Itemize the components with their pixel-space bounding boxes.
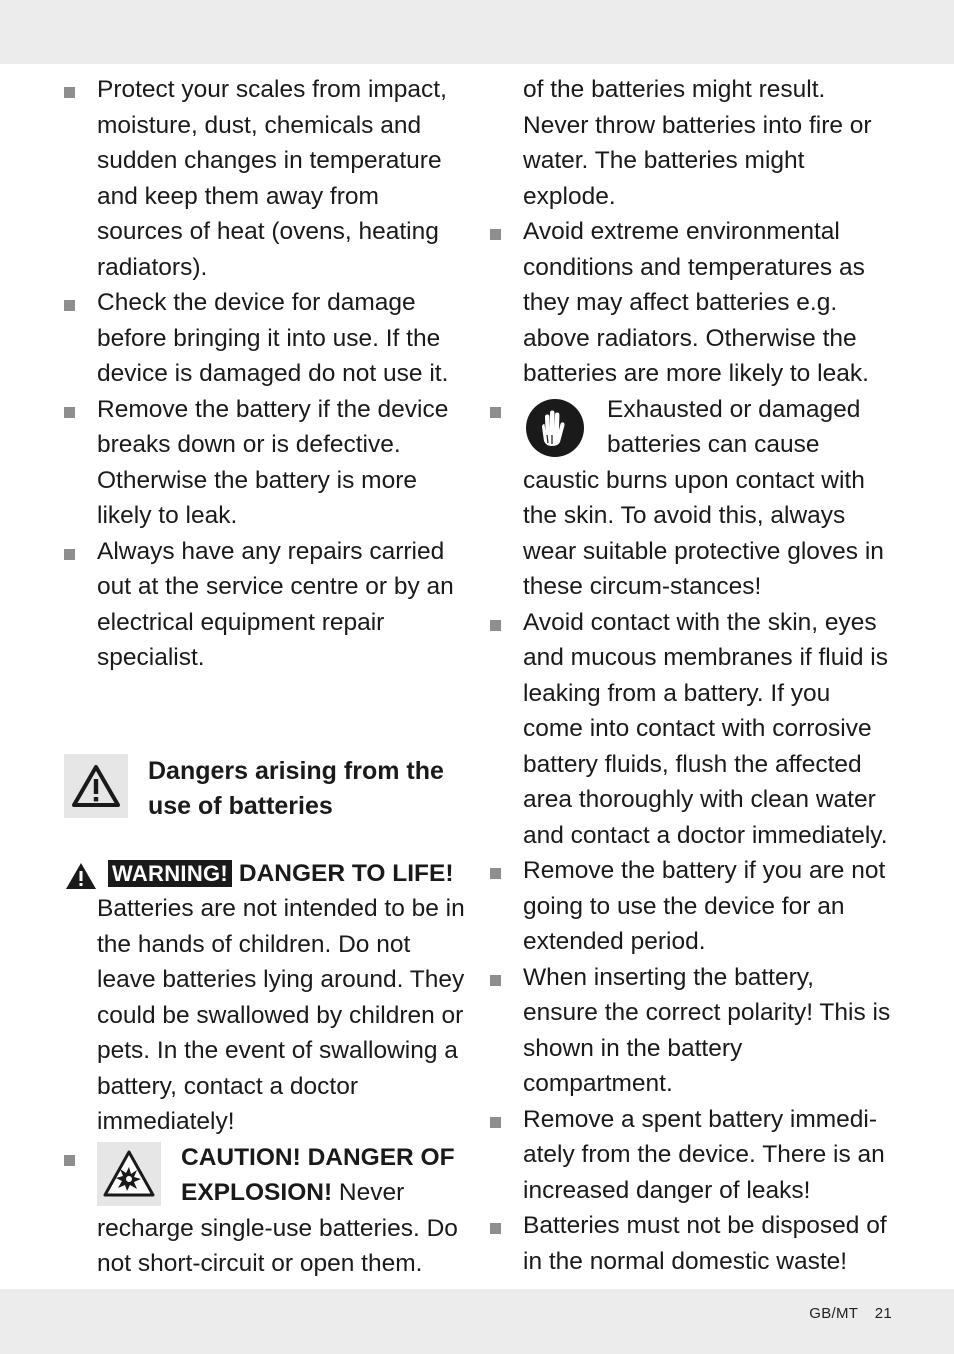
list-item-text: Exhausted or damaged batteries can cause caustic burns upon contact with the skin. To avoid this, always wear suitable protective gloves in these circum-stances! [523,395,884,600]
bullet-square-icon [64,549,75,560]
list-item [523,605,895,854]
list-item-text: Batteries must not be disposed of in the normal domestic waste! [523,1212,887,1275]
list-item-text: Avoid extreme environmental conditions and temperatures as they may affect batteries e.g. above radiators. Otherwise the batteries are more likely to leak. [523,218,869,387]
list-item-text: Protect your scales from impact, moisture, dust, chemicals and sudden changes in temperature and keep them away from sources of heat (ovens, heating radiators). [97,76,447,281]
continuation-text: of the batteries might result. Never throw batteries into fire or water. The batteries might explode. [523,76,872,210]
list-item [97,72,469,285]
list-item-text: Remove a spent battery immedi-ately from the device. There is an increased danger of leaks! [523,1105,885,1204]
top-band [0,0,954,64]
list-item-text: When inserting the battery, ensure the correct polarity! This is shown in the battery compartment. [523,963,891,1097]
left-column [97,72,469,1317]
bullet-square-icon [490,868,501,879]
bullet-square-icon [490,620,501,631]
explosion-icon [97,1142,161,1206]
bullet-square-icon [490,1223,501,1234]
list-item [523,960,895,1102]
list-item-text: Check the device for damage before bringing it into use. If the device is damaged do not use it. [97,289,449,387]
footer-region: GB/MT [809,1305,859,1322]
caution-text: Never recharge single-use batteries. Do not short-circuit or open them. [97,1179,458,1277]
list-item [523,1102,895,1209]
list-item-text: Remove the battery if the device breaks down or is defective. Otherwise the battery is more likely to leak. [97,395,449,529]
list-item-text: Always have any repairs carried out at the service centre or by an electrical equipment repair specialist. [97,537,454,671]
warning-triangle-icon [65,862,97,901]
bullet-square-icon [64,300,75,311]
caution-title: CAUTION! DANGER OF EXPLOSION! [181,1143,455,1206]
bullet-square-icon [64,407,75,418]
list-item [97,392,469,534]
list-item [97,534,469,676]
page-footer [797,1305,892,1322]
bullet-square-icon [490,1117,501,1128]
list-item-text: Remove the battery if you are not going to use the device for an extended period. [523,857,886,955]
list-item [523,853,895,960]
list-item [523,214,895,392]
right-column [523,72,895,1279]
bullet-square-icon [490,229,501,240]
warning-triangle-icon [64,754,128,818]
section-heading: Dangers arising from the use of batteries [148,756,444,820]
list-item [523,392,895,605]
warning-text: Batteries are not intended to be in the hands of children. Do not leave batteries lying around. They could be swallowed by children or pets. In the event of swallowing a battery, contact a doctor immediately! [97,895,465,1135]
bullet-square-icon [64,87,75,98]
bullet-square-icon [490,407,501,418]
bullet-square-icon [490,975,501,986]
list-item-text: Avoid contact with the skin, eyes and mucous membranes if fluid is leaking from a battery. If you come into contact with corrosive battery fluids, flush the affected area thoroughly with clean water and contact a doctor immediately. [523,608,888,849]
bullet-square-icon [64,1155,75,1166]
page-number: 21 [874,1305,892,1322]
section-heading-block [64,754,469,826]
warning-notice [97,856,469,1140]
warning-title: DANGER TO LIFE! [238,859,454,887]
list-item [97,285,469,392]
list-item [523,1208,895,1279]
protective-gloves-icon [523,396,587,460]
warning-badge: WARNING! [108,860,232,887]
